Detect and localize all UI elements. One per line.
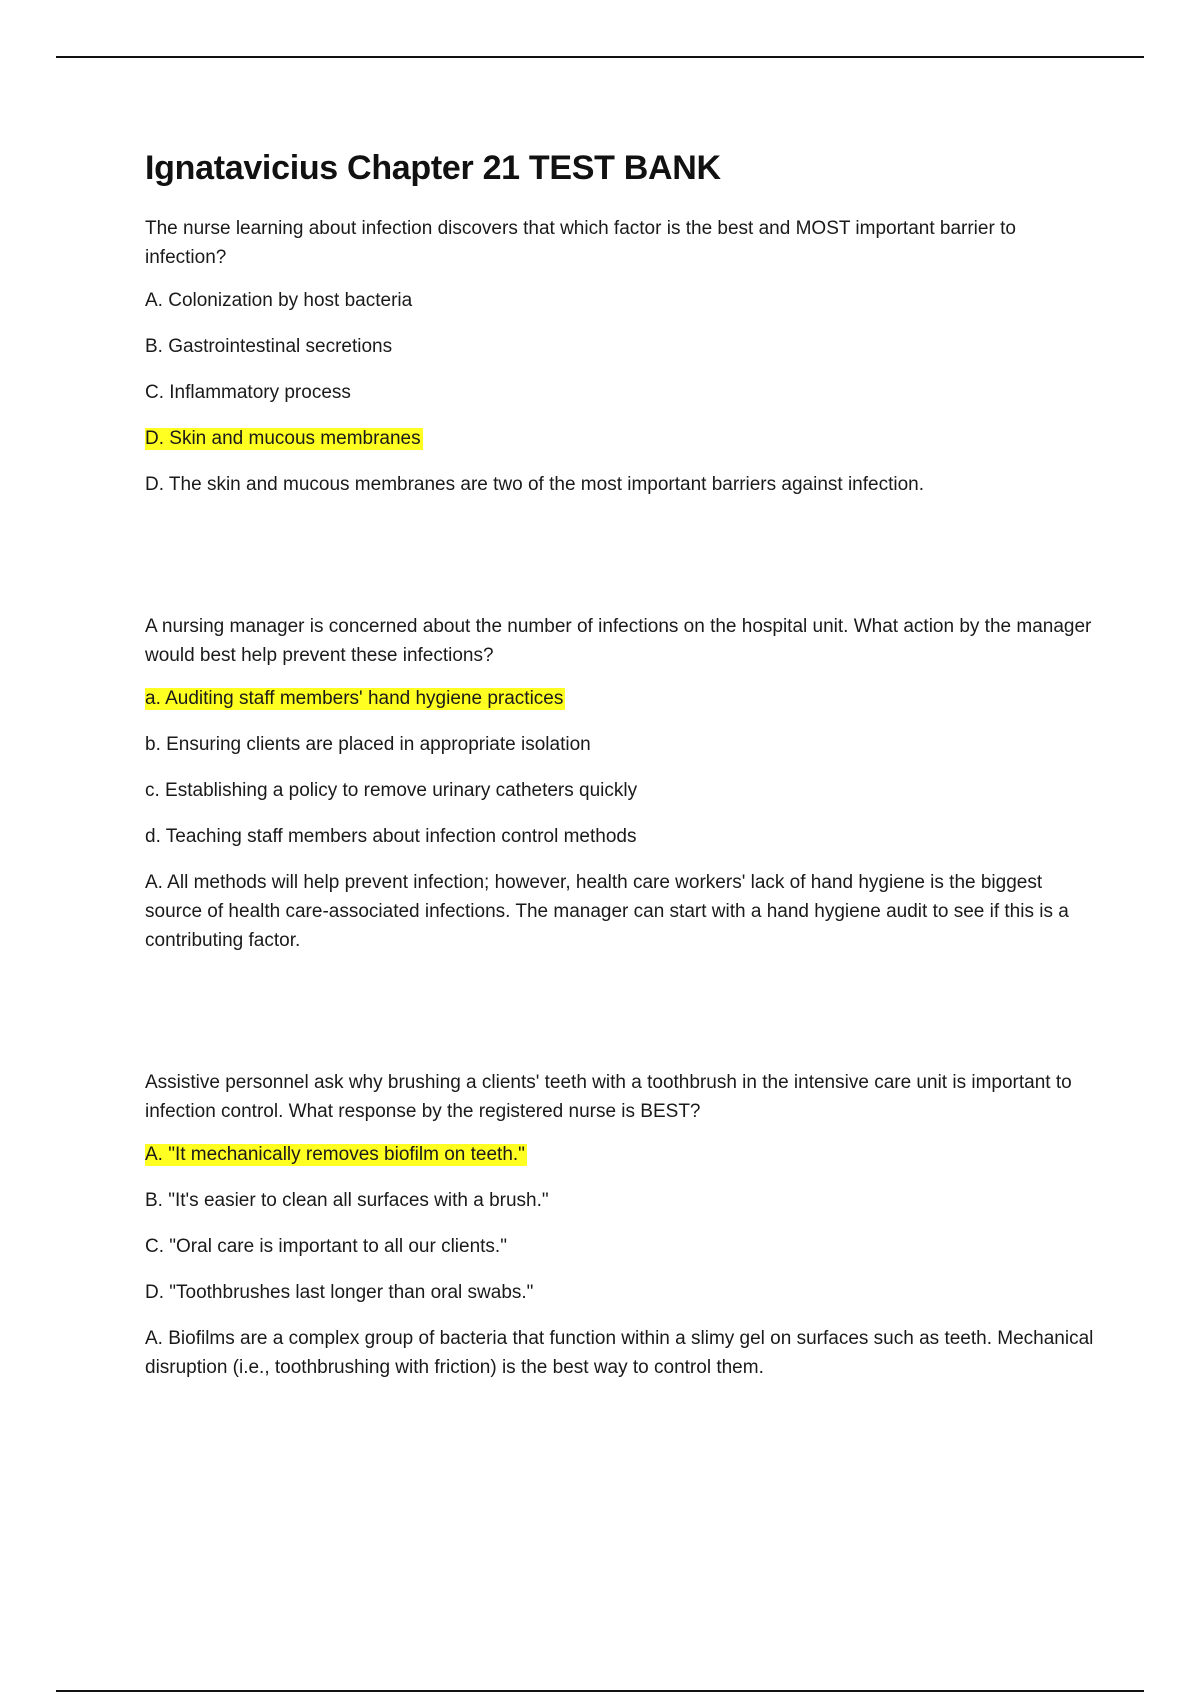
correct-answer-highlight: a. Auditing staff members' hand hygiene practices <box>145 688 564 709</box>
answer-option-correct <box>145 1140 1095 1169</box>
answer-rationale: D. The skin and mucous membranes are two of the most important barriers against infection. <box>145 474 925 495</box>
answer-option: A. Colonization by host bacteria <box>145 290 413 311</box>
answer-option-correct <box>145 684 1095 713</box>
answer-option: B. Gastrointestinal secretions <box>145 336 393 357</box>
answer-option: C. Inflammatory process <box>145 382 351 403</box>
question-3 <box>145 1068 1095 1382</box>
question-stem: A nursing manager is concerned about the number of infections on the hospital unit. What action by the manager would best help prevent these infections? <box>145 616 1092 666</box>
document-body <box>145 148 1095 1382</box>
answer-option: B. "It's easier to clean all surfaces with a brush." <box>145 1190 549 1211</box>
answer-option: d. Teaching staff members about infection control methods <box>145 826 637 847</box>
answer-option: D. "Toothbrushes last longer than oral swabs." <box>145 1282 534 1303</box>
correct-answer-highlight: D. Skin and mucous membranes <box>145 428 421 449</box>
question-1 <box>145 214 1095 499</box>
answer-option: c. Establishing a policy to remove urinary catheters quickly <box>145 780 638 801</box>
question-stem: The nurse learning about infection discovers that which factor is the best and MOST important barrier to infection? <box>145 218 1016 268</box>
answer-rationale: A. All methods will help prevent infection; however, health care workers' lack of hand hygiene is the biggest source of health care-associated infections. The manager can start with a hand hygiene audit to see if this is a contributing factor. <box>145 872 1069 951</box>
answer-rationale: A. Biofilms are a complex group of bacteria that function within a slimy gel on surfaces such as teeth. Mechanical disruption (i.e., toothbrushing with friction) is the best way to control them. <box>145 1328 1094 1378</box>
answer-option-correct <box>145 424 1095 453</box>
answer-option: b. Ensuring clients are placed in appropriate isolation <box>145 734 591 755</box>
top-rule <box>56 56 1144 58</box>
answer-option: C. "Oral care is important to all our clients." <box>145 1236 507 1257</box>
question-2 <box>145 612 1095 955</box>
correct-answer-highlight: A. "It mechanically removes biofilm on teeth." <box>145 1144 525 1165</box>
document-title: Ignatavicius Chapter 21 TEST BANK <box>145 149 721 187</box>
question-stem: Assistive personnel ask why brushing a clients' teeth with a toothbrush in the intensive care unit is important to infection control. What response by the registered nurse is BEST? <box>145 1072 1072 1122</box>
bottom-rule <box>56 1690 1144 1692</box>
